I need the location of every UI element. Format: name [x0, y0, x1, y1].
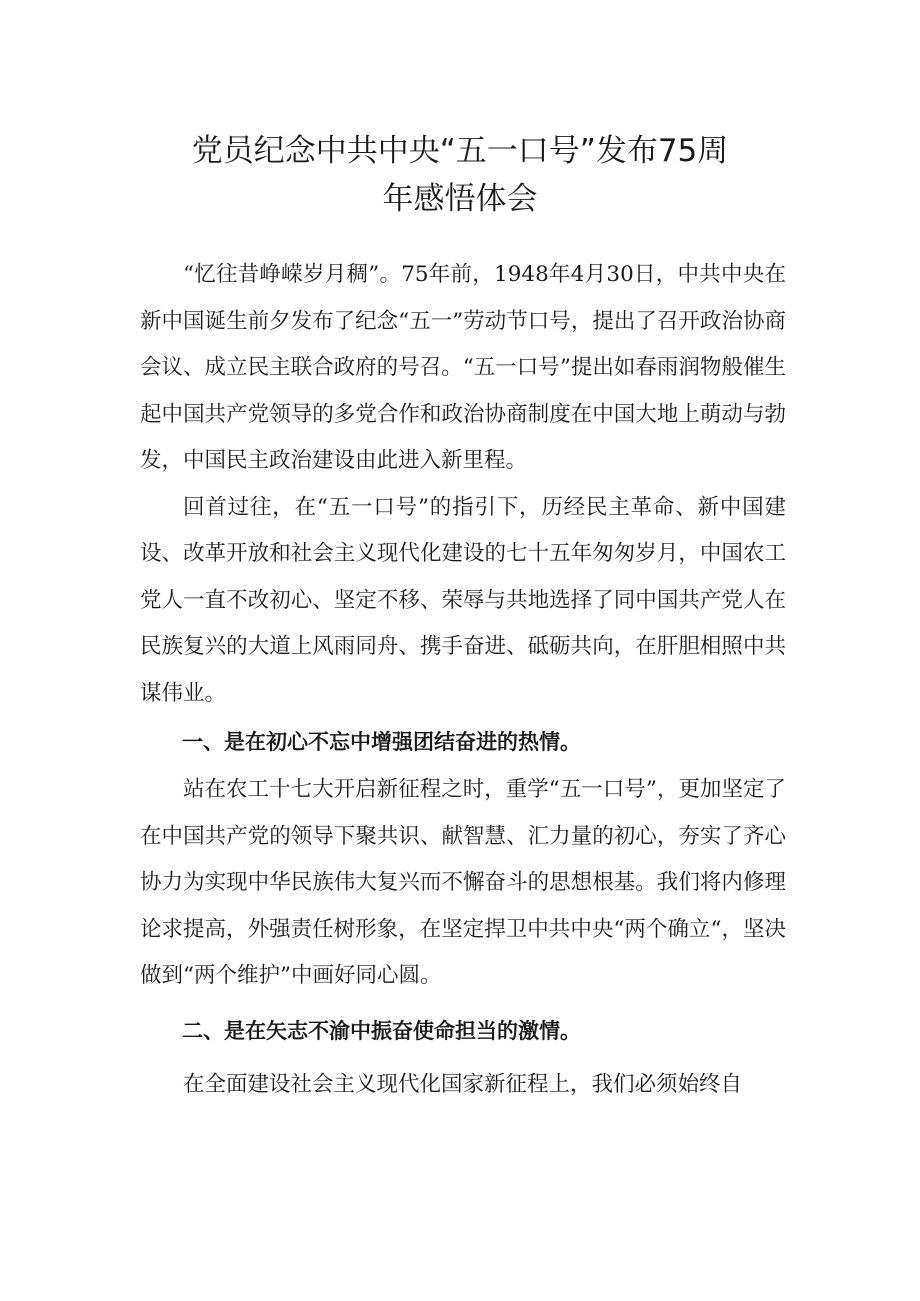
title-line-1: 党员纪念中共中央“五一口号”发布75周 [191, 133, 729, 169]
document-body [140, 252, 786, 1108]
paragraph-3: 站在农工十七大开启新征程之时，重学“五一口号”，更加坚定了在中国共产党的领导下聚共识、献智慧、汇力量的初心，夯实了齐心协力为实现中华民族伟大复兴而不懈奋斗的思想根基。我们将内修理论求提高，外强责任树形象，在坚定捍卫中共中央“两个确立“，坚决做到“两个维护”中画好同心圆。 [140, 777, 786, 988]
title-line-2: 年感悟体会 [382, 181, 538, 217]
document-title [120, 127, 800, 223]
paragraph-1: “忆往昔峥嵘岁月稠”。75年前，1948年4月30日，中共中央在新中国诞生前夕发布了纪念“五一”劳动节口号，提出了召开政治协商会议、成立民主联合政府的号召。“五一口号”提出如春雨润物般催生起中国共产党领导的多党合作和政治协商制度在中国大地上萌动与勃发，中国民主政治建设由此进入新里程。 [140, 262, 786, 473]
paragraph-4: 在全面建设社会主义现代化国家新征程上，我们必须始终自 [183, 1071, 743, 1097]
paragraph-2: 回首过往，在“五一口号”的指引下，历经民主革命、新中国建设、改革开放和社会主义现代化建设的七十五年匆匆岁月，中国农工党人一直不改初心、坚定不移、荣辱与共地选择了同中国共产党人在民族复兴的大道上风雨同舟、携手奋进、砥砺共向，在肝胆相照中共谋伟业。 [140, 494, 786, 706]
section-heading-1: 一、是在初心不忘中增强团结奋进的热情。 [182, 730, 581, 754]
section-heading-2: 二、是在矢志不渝中振奋使命担当的激情。 [182, 1018, 581, 1043]
